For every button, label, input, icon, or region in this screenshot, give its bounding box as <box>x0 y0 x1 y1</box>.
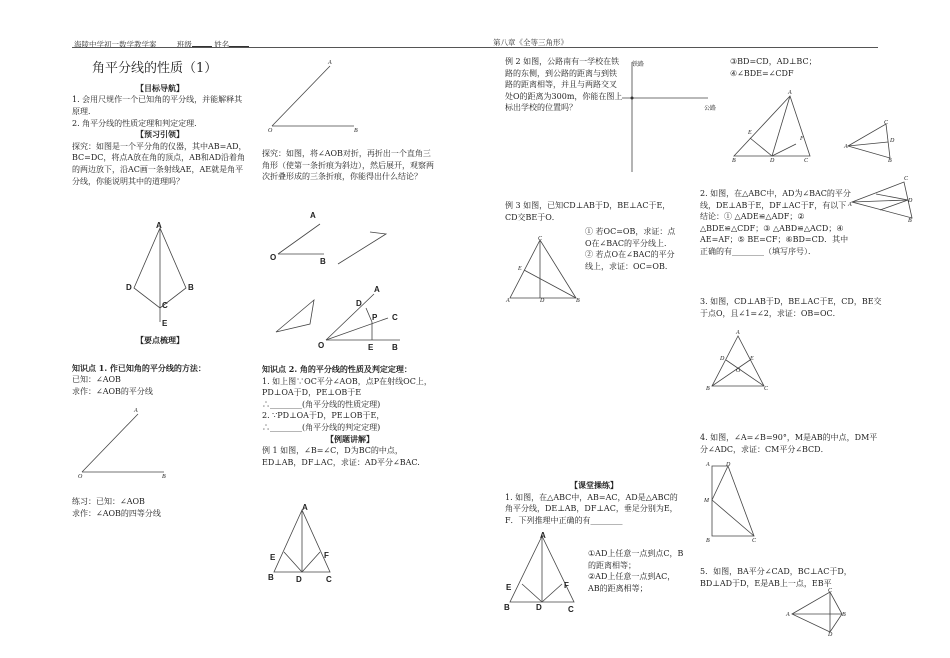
example-2: 例 2 如图，公路南有一学校在铁路的东侧，到公路的距离与到铁路的距离相等，并且与两路交叉处O的距离为300m，你能在图上标出学校的位置吗？ <box>505 57 623 113</box>
svg-text:E: E <box>748 130 752 136</box>
svg-text:D: D <box>908 198 913 204</box>
figure-q4 <box>704 460 760 542</box>
svg-text:B: B <box>320 257 326 266</box>
class-q1-item-1: ①AD上任意一点到点C，B的距离相等； <box>588 549 684 570</box>
svg-text:B: B <box>888 158 892 164</box>
svg-text:F: F <box>800 136 804 142</box>
class-q2: 2. 如图，在△ABC中，AD为∠BAC的平分线，DE⊥AB于E，DF⊥AC于F，有以下结论：① △ADE≌△ADF；② △BDE≌△CDF；③ △ABD≌△ACD；④ AE=AF；⑤ BE=CF；⑥BD=CD．其中正确的有________（填写序号）． <box>700 189 851 256</box>
svg-text:A: A <box>328 60 332 66</box>
section-points: 【要点梳理】 <box>136 335 184 345</box>
svg-text:M: M <box>704 498 709 504</box>
figure-q2 <box>846 176 918 222</box>
svg-text:E: E <box>518 266 522 272</box>
example-1: 例 1 如图，∠B=∠C，D为BC的中点，ED⊥AB，DF⊥AC，求证：AD平分∠BAC. <box>262 446 420 467</box>
practice-known: 练习：已知：∠AOB <box>72 497 145 506</box>
svg-text:C: C <box>752 538 757 544</box>
kp2-p2: 2. ∵PD⊥OA于D，PE⊥OB于E， <box>262 411 385 421</box>
explore-2: 探究：如图，将∠AOB对折，再折出一个直角三角形（使第一条折痕为斜边），然后展开，观察两次折叠形成的三条折痕，你能得出什么结论？ <box>262 149 434 182</box>
svg-text:O: O <box>78 474 83 480</box>
kp2-p1-conclusion: ∴________(角平分线的性质定理) <box>262 399 381 409</box>
kp2-p2-conclusion: ∴________(角平分线的判定定理) <box>262 422 381 432</box>
kp2-title: 知识点 2. 角的平分线的性质及判定定理： <box>262 364 412 374</box>
figure-example-3 <box>506 236 580 302</box>
svg-text:D: D <box>770 158 775 164</box>
svg-text:B: B <box>706 538 710 544</box>
svg-text:A: A <box>156 221 162 230</box>
svg-text:A: A <box>848 202 852 208</box>
svg-text:B: B <box>576 298 580 304</box>
svg-text:C: C <box>904 176 909 182</box>
svg-text:A: A <box>506 298 510 304</box>
svg-text:O: O <box>268 128 273 134</box>
section-examples: 【例题讲解】 <box>326 433 374 444</box>
svg-text:C: C <box>884 120 889 126</box>
svg-text:D: D <box>536 603 542 612</box>
class-q1: 1. 如图，在△ABC中，AB=AC，AD是△ABC的角平分线，DE⊥AB，DF⊥AC，垂足分别为E，F．下列推理中正确的有________ <box>505 492 678 525</box>
svg-text:C: C <box>538 236 543 242</box>
column-3-ex3 <box>505 200 681 223</box>
figure-angle-aob-2 <box>268 60 368 132</box>
svg-text:A: A <box>788 90 792 96</box>
class-q1-item-3: ③BD=CD，AD⊥BC； <box>730 57 817 66</box>
figure-folding <box>270 208 400 356</box>
svg-text:D: D <box>828 632 833 638</box>
column-1-lower <box>72 335 248 397</box>
class-q3: 3. 如图，CD⊥AB于D，BE⊥AC于E，CD，BE交于点O，且∠1=∠2，求证：OB=OC． <box>700 297 882 318</box>
svg-text:A: A <box>310 211 316 220</box>
svg-text:E: E <box>506 583 512 592</box>
svg-text:B: B <box>504 603 510 612</box>
example-3-part-2: ② 若点O在∠BAC的平分线上，求证：OC=OB． <box>585 250 675 271</box>
kp1-title: 知识点 1. 作已知角的平分线的方法： <box>72 362 206 373</box>
figure-q5 <box>786 586 848 636</box>
figure-example-1 <box>268 503 338 586</box>
header-rule <box>72 47 878 48</box>
svg-text:C: C <box>828 588 833 594</box>
header-school-line: 海陵中学初一数学教学案 班级 姓名 <box>74 38 249 51</box>
example-3-part-1: ① 若OC=OB，求证：点O在∠BAC的平分线上． <box>585 227 676 248</box>
figure-q3 <box>706 330 770 392</box>
column-1 <box>72 60 248 187</box>
column-1-practice <box>72 496 248 519</box>
section-class: 【课堂操练】 <box>570 480 618 490</box>
header-chapter: 第八章《全等三角形》 <box>493 38 568 47</box>
column-4 <box>730 56 880 79</box>
svg-text:B: B <box>354 128 358 134</box>
svg-text:E: E <box>368 343 374 352</box>
class-q4: 4. 如图，∠A=∠B=90°，M是AB的中点，DM平分∠ADC，求证：CM平分∠BCD． <box>700 433 878 454</box>
svg-text:D: D <box>126 283 132 292</box>
page-title: 角平分线的性质（1） <box>92 61 218 76</box>
svg-text:B: B <box>842 612 846 618</box>
svg-text:F: F <box>324 551 329 560</box>
svg-text:C: C <box>392 313 398 322</box>
goal-2: 2. 角平分线的性质定理和判定定理． <box>72 118 203 128</box>
example-3: 例 3 如图，已知CD⊥AB于D，BE⊥AC于E，CD交BE于O． <box>505 201 671 222</box>
svg-text:A: A <box>786 612 790 618</box>
svg-text:B: B <box>706 386 710 392</box>
svg-text:C: C <box>804 158 809 164</box>
svg-text:C: C <box>764 386 769 392</box>
svg-text:B: B <box>732 158 736 164</box>
class-q1-item-2: ②AD上任意一点到AC，AB的距离相等； <box>588 572 676 593</box>
svg-text:C: C <box>326 575 332 584</box>
figure-q2-small <box>844 118 896 162</box>
column-3-ex3-parts <box>585 226 681 272</box>
svg-text:B: B <box>908 218 912 224</box>
svg-text:D: D <box>356 299 362 308</box>
svg-text:D: D <box>296 575 302 584</box>
svg-text:公路: 公路 <box>704 106 717 112</box>
svg-text:B: B <box>162 474 166 480</box>
section-goal: 【目标导航】 <box>136 82 184 93</box>
svg-text:B: B <box>188 283 194 292</box>
svg-text:E: E <box>162 319 168 328</box>
svg-text:A: A <box>706 462 710 468</box>
figure-q1-right <box>730 88 816 164</box>
svg-text:A: A <box>374 285 380 294</box>
class-q1-item-4: ④∠BDE=∠CDF <box>730 68 794 78</box>
svg-text:D: D <box>890 138 895 144</box>
svg-text:B: B <box>268 573 274 582</box>
column-3-q1-items <box>588 548 684 594</box>
kp1-known: 已知：∠AOB <box>72 375 121 385</box>
svg-text:D: D <box>720 356 725 362</box>
svg-text:A: A <box>736 330 740 336</box>
svg-text:D: D <box>540 298 545 304</box>
column-2 <box>262 148 438 183</box>
column-4-q3 <box>700 296 882 319</box>
figure-kite <box>120 222 200 332</box>
column-3 <box>505 56 623 114</box>
column-3-class <box>505 480 683 526</box>
svg-text:E: E <box>270 553 276 562</box>
svg-text:铁路: 铁路 <box>632 62 645 68</box>
svg-text:O: O <box>318 341 325 350</box>
svg-text:C: C <box>568 605 574 614</box>
figure-roads <box>622 58 717 176</box>
svg-text:O: O <box>270 253 277 262</box>
section-preview: 【预习引领】 <box>136 129 184 140</box>
figure-angle-aob-1 <box>78 408 168 478</box>
column-4-q4 <box>700 432 882 455</box>
svg-text:B: B <box>392 343 398 352</box>
svg-text:A: A <box>134 408 138 414</box>
goal-1: 1. 会用尺规作一个已知角的平分线，并能解释其原理． <box>72 95 243 117</box>
explore-1: 探究：如图是一个平分角的仪器，其中AB=AD，BC=DC，将点A放在角的顶点，AB和AD沿着角的两边放下，沿AC画一条射线AE，AE就是角平分线，你能说明其中的道理吗？ <box>72 141 247 186</box>
svg-text:C: C <box>162 301 168 310</box>
figure-q1 <box>504 530 580 614</box>
class-q5: 5．如图，BA平分∠CAD，BC⊥AC于D，BD⊥AD于D，E是AB上一点，EB平 <box>700 567 852 588</box>
practice-ask: 求作：∠AOB的四等分线 <box>72 508 161 518</box>
svg-text:A: A <box>844 144 848 150</box>
svg-text:A: A <box>540 531 546 540</box>
svg-text:E: E <box>750 356 754 362</box>
kp2-p1: 1. 如上图∵OC平分∠AOB，点P在射线OC上，PD⊥OA于D，PE⊥OB于E <box>262 376 432 398</box>
svg-text:F: F <box>564 581 569 590</box>
column-2-lower <box>262 364 438 468</box>
svg-text:D: D <box>726 462 731 468</box>
column-4-q2 <box>700 188 852 258</box>
kp1-ask: 求作：∠AOB的平分线 <box>72 386 153 396</box>
svg-text:A: A <box>302 503 308 512</box>
svg-text:P: P <box>372 313 378 322</box>
svg-text:O: O <box>736 368 741 374</box>
